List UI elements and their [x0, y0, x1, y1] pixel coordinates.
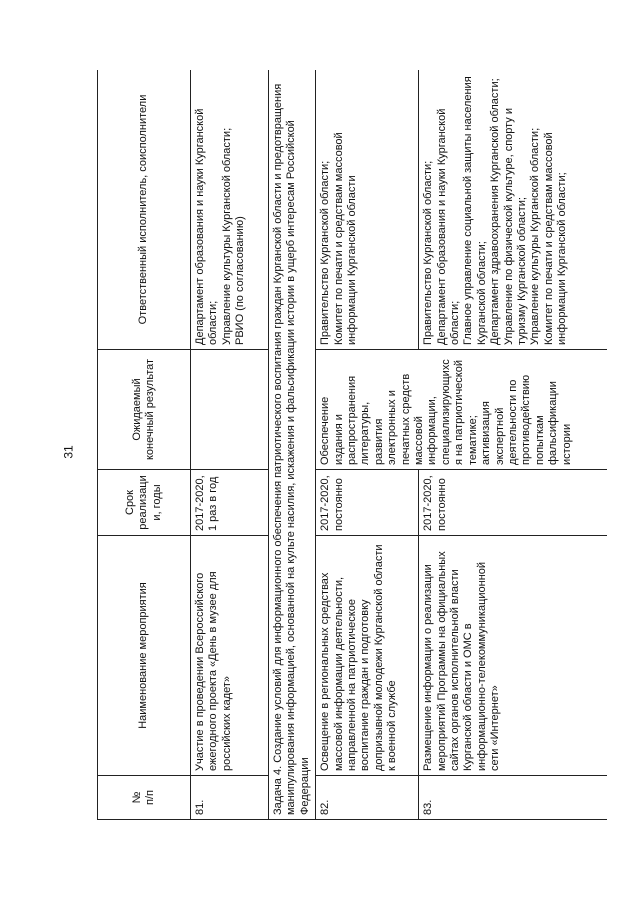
- table-header-row: [98, 70, 191, 820]
- row81-term: 2017-2020, 1 раз в год: [191, 470, 269, 536]
- activities-table: [97, 70, 607, 820]
- row82-num: 82.: [316, 776, 419, 820]
- row83-name: Размещение информации о реализации мероприятий Программы на официальных сайтах органов исполнительной власти Курганской области и ОМС в информационно-телекоммуникационной сети «Интернет»: [419, 536, 607, 776]
- row82-term: 2017-2020, постоянно: [316, 470, 419, 536]
- row82-responsible: Правительство Курганской области; Комитет по печати и средствам массовой информации Курганской области: [316, 70, 419, 350]
- header-num: № п/п: [98, 776, 191, 820]
- row81-name: Участие в проведении Всероссийского ежегодного проекта «День в музее для российских кадет»: [191, 536, 269, 776]
- table-row-81: [191, 70, 269, 820]
- header-result: Ожидаемый конечный результат: [98, 350, 191, 470]
- rotated-table-frame: [97, 70, 607, 820]
- task-4-row: [269, 70, 316, 820]
- header-responsible: Ответственный исполнитель, соисполнители: [98, 70, 191, 350]
- header-name: Наименование мероприятия: [98, 536, 191, 776]
- row81-responsible: Департамент образования и науки Курганской области; Управление культуры Курганской области; РВИО (по согласованию): [191, 70, 269, 350]
- row82-83-result: Обеспечение издания и распространения литературы, развития электронных и печатных средств массовой информации, специализирующихся на патриотической тематике; активизация экспертной деятельности по противодействию попыткам фальсификации истории: [316, 350, 607, 470]
- task-4-heading: Задача 4. Создание условий для информационного обеспечения патриотического воспитания граждан Курганской области и предотвращения манипулирования информацией, основанной на культе насилия, искажения и фальсификации истории в ущерб интересам Российской Федерации: [269, 70, 316, 820]
- row81-result: [191, 350, 269, 470]
- table-row-82: [316, 70, 419, 820]
- row83-term: 2017-2020, постоянно: [419, 470, 607, 536]
- row82-name: Освещение в региональных средствах массовой информации деятельности, направленной на патриотическое воспитание граждан и подготовку допризывной молодежи Курганской области к военной службе: [316, 536, 419, 776]
- row83-num: 83.: [419, 776, 607, 820]
- page-number: 31: [61, 445, 76, 459]
- row81-num: 81.: [191, 776, 269, 820]
- table-container: [97, 70, 607, 820]
- header-term: Срок реализации, годы: [98, 470, 191, 536]
- row83-responsible: Правительство Курганской области; Департамент образования и науки Курганской области; Главное управление социальной защиты населения Курганской области; Департамент здравоохранения Курганской области; Управление по физической культуре, спорту и туризму Курганской области; Управление культуры Курганской области; Комитет по печати и средствам массовой информации Курганской области;: [419, 70, 607, 350]
